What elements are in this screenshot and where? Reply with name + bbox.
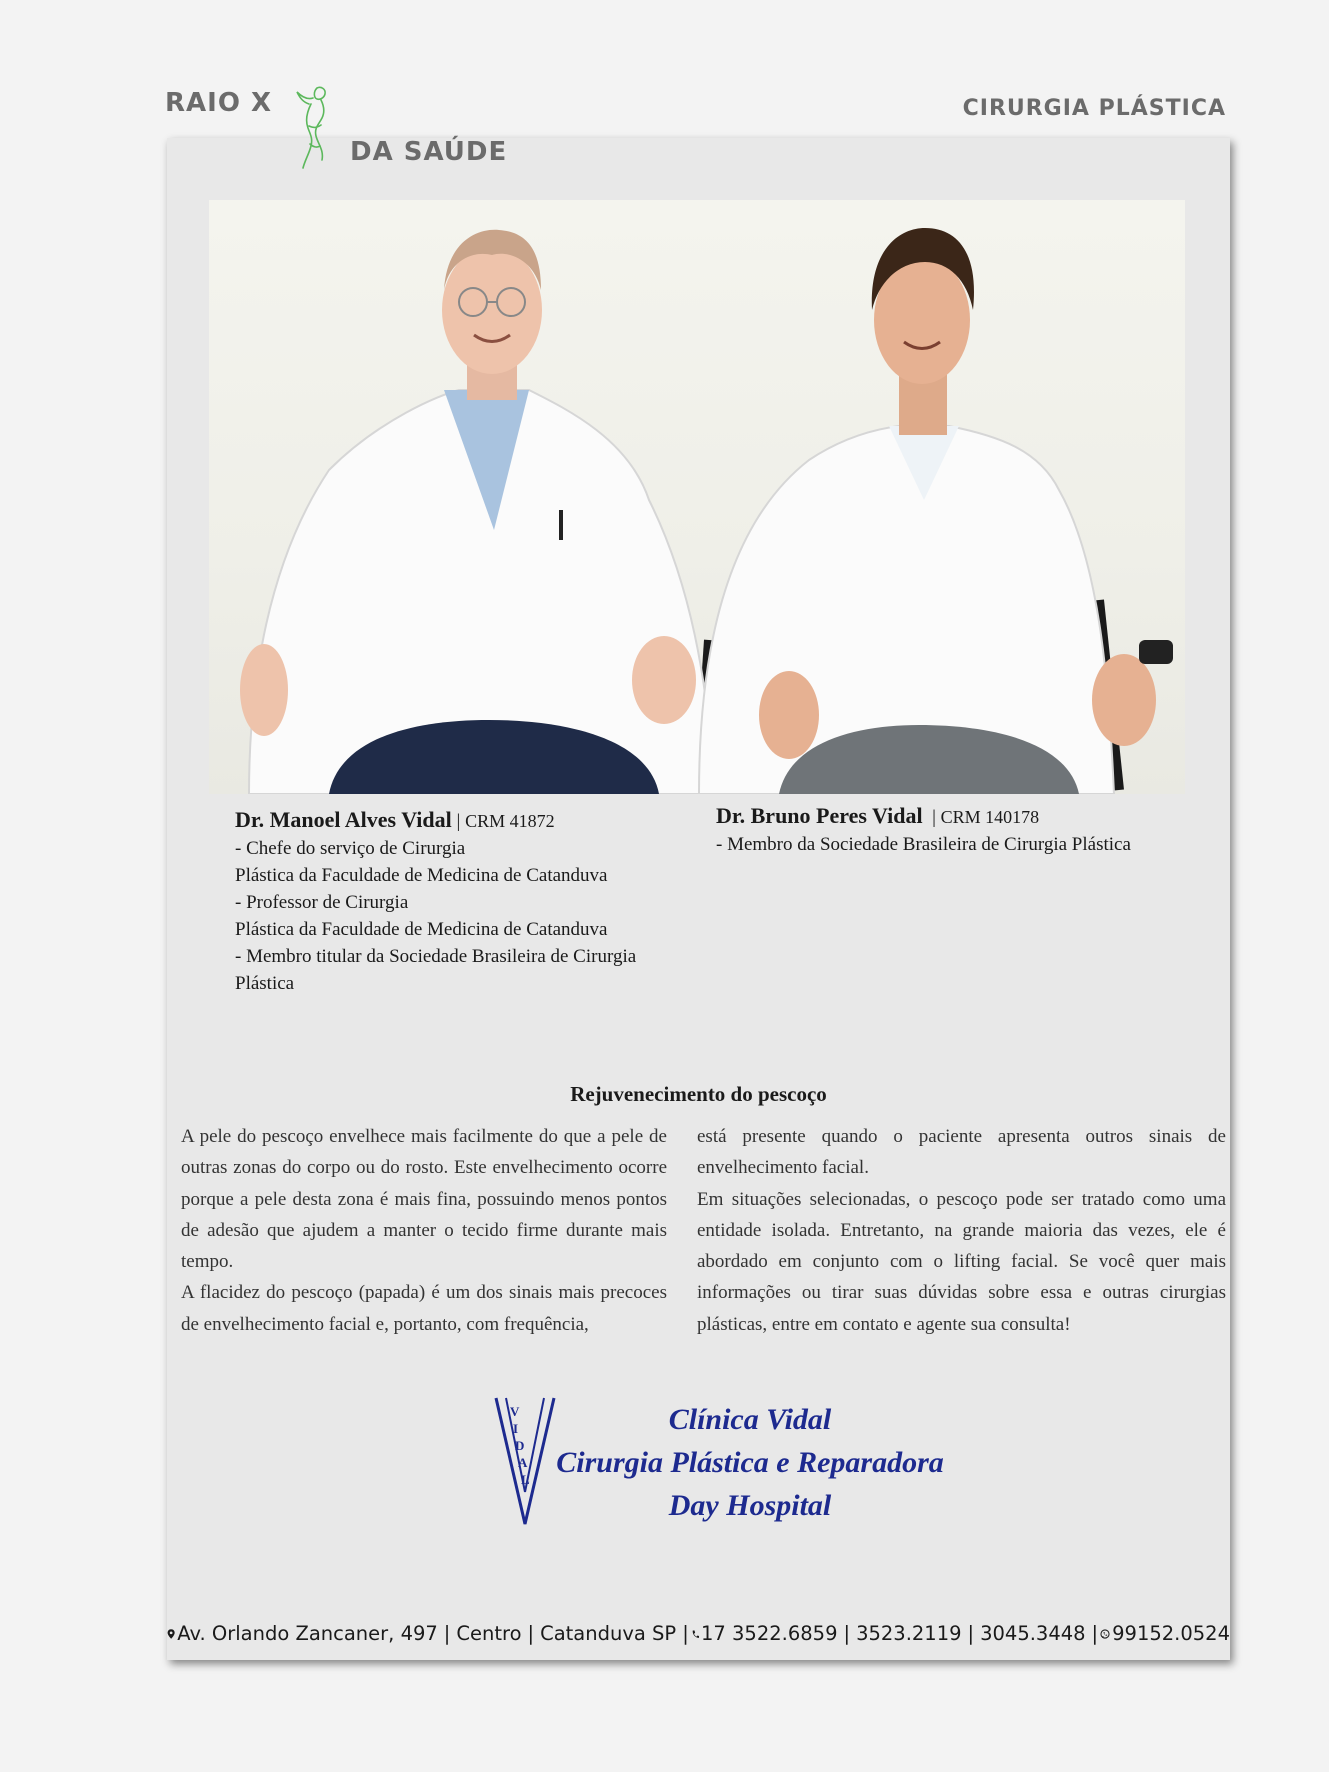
doctor-crm: CRM 41872 <box>465 811 555 831</box>
brand-raio-x: RAIO X <box>165 88 273 118</box>
district: Centro <box>456 1622 522 1645</box>
article-paragraph: está presente quando o paciente apresenta outros sinais de envelhecimento facial. <box>697 1126 1226 1179</box>
section-title: CIRURGIA PLÁSTICA <box>962 96 1226 121</box>
brand-da-saude: DA SAÚDE <box>350 137 508 167</box>
doctors-photo <box>209 200 1185 794</box>
city: Catanduva SP <box>540 1622 677 1645</box>
article-column-right <box>697 1121 1226 1340</box>
separator: | <box>1091 1622 1099 1645</box>
female-silhouette-icon <box>287 84 339 174</box>
doctor-name: Dr. Bruno Peres Vidal <box>716 803 923 828</box>
logo-letter: L <box>521 1472 530 1487</box>
whatsapp-number[interactable]: 99152.0524 <box>1112 1622 1230 1645</box>
separator: | <box>967 1622 975 1645</box>
phone-number[interactable]: 3523.2119 <box>856 1622 962 1645</box>
phone-number[interactable]: 3045.3448 <box>980 1622 1086 1645</box>
contact-footer <box>167 1622 1230 1645</box>
crm-separator: | <box>927 807 941 828</box>
doctor-credential: Plástica da Faculdade de Medicina de Catanduva <box>235 865 608 886</box>
logo-letter: V <box>510 1404 520 1419</box>
phone-icon <box>691 1625 699 1643</box>
clinic-logo-text <box>540 1398 960 1527</box>
separator: | <box>527 1622 535 1645</box>
separator: | <box>682 1622 689 1645</box>
clinic-name: Clínica Vidal <box>668 1403 832 1436</box>
doctor-card-2 <box>716 802 1196 858</box>
doctor-credential: Plástica <box>235 973 295 994</box>
doctor-credential: - Membro da Sociedade Brasileira de Cirurgia Plástica <box>716 834 1131 855</box>
separator: | <box>843 1622 851 1645</box>
article-paragraph: A pele do pescoço envelhece mais facilmente do que a pele de outras zonas do corpo ou do rosto. Este envelhecimento ocorre porque a pele desta zona é mais fina, possuindo menos pontos de adesão que ajudem a manter o tecido firme durante mais tempo. <box>181 1126 667 1273</box>
location-pin-icon <box>167 1625 175 1643</box>
clinic-day-hospital: Day Hospital <box>668 1489 832 1522</box>
doctor-name: Dr. Manoel Alves Vidal <box>235 807 452 832</box>
clinic-specialty: Cirurgia Plástica e Reparadora <box>556 1446 944 1479</box>
doctor-credential: - Chefe do serviço de Cirurgia <box>235 838 466 859</box>
doctor-crm: CRM 140178 <box>940 807 1040 827</box>
address: Av. Orlando Zancaner, 497 <box>177 1622 438 1645</box>
article-column-left <box>181 1121 667 1340</box>
crm-separator: | <box>456 811 466 832</box>
doctor-card-1 <box>235 806 705 997</box>
separator: | <box>443 1622 451 1645</box>
article-paragraph: A flacidez do pescoço (papada) é um dos sinais mais precoces de envelhecimento facial e, portanto, com frequência, <box>181 1282 667 1335</box>
doctor-credential: Plástica da Faculdade de Medicina de Catanduva <box>235 919 608 940</box>
logo-letter: D <box>515 1438 525 1453</box>
doctor-credential: - Professor de Cirurgia <box>235 892 409 913</box>
logo-letter: A <box>518 1455 528 1470</box>
doctor-credential: - Membro titular da Sociedade Brasileira de Cirurgia <box>235 946 637 967</box>
doctors-photo-illustration <box>209 200 1185 794</box>
logo-letter: I <box>513 1421 519 1436</box>
article-paragraph: Em situações selecionadas, o pescoço pode ser tratado como uma entidade isolada. Entretanto, na grande maioria das vezes, ele é abordado em conjunto com o lifting facial. Se você quer mais informações ou tirar suas dúvidas sobre essa e outras cirurgias plásticas, entre em contato e agente sua consulta! <box>697 1188 1226 1335</box>
whatsapp-icon <box>1100 1625 1110 1643</box>
article-title: Rejuvenecimento do pescoço <box>570 1082 827 1106</box>
phone-number[interactable]: 17 3522.6859 <box>701 1622 838 1645</box>
